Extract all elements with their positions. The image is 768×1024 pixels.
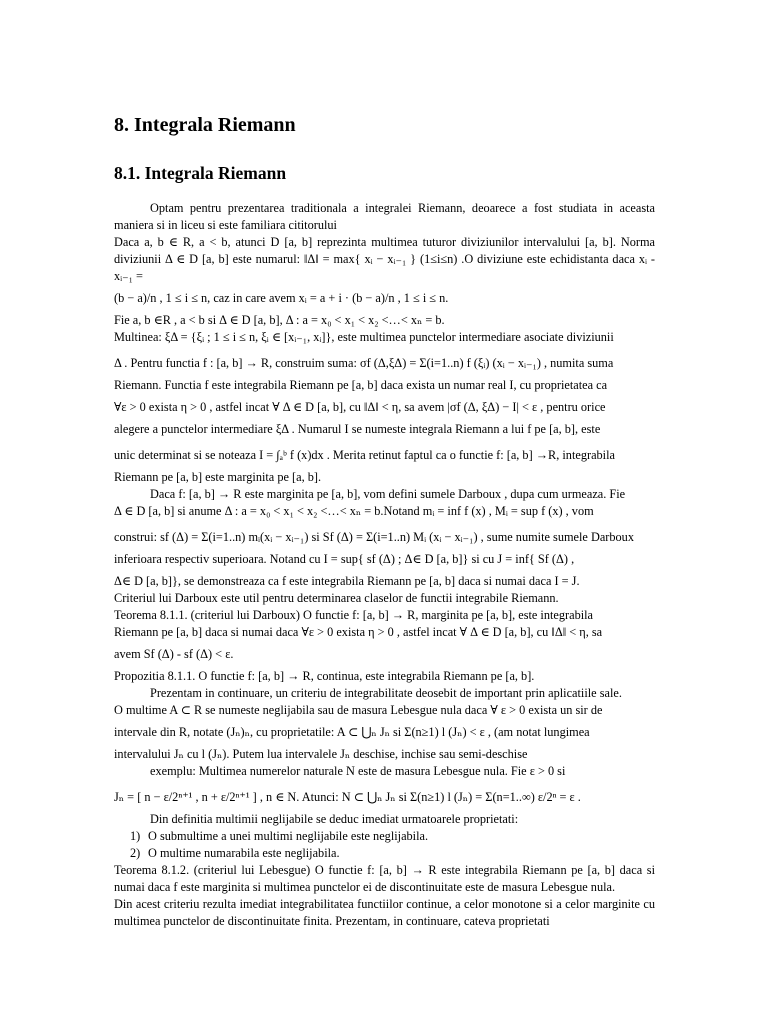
example-formula: Jₙ = [ n − ε/2ⁿ⁺¹ , n + ε/2ⁿ⁺¹ ] , n ∈ N. Atunci: N ⊂ ⋃ₙ Jₙ si Σ(n≥1) l (Jₙ) = Σ(n=1..∞) ε/2ⁿ = ε . — [114, 790, 581, 804]
riemann-integrable-def: Riemann. Functia f este integrabila Riemann pe [a, b] daca exista un numar real I, cu proprietatea ca — [114, 378, 608, 392]
division-definition: Fie a, b ∈R , a < b si Δ ∈ D [a, b], Δ : a = x₀ < x₁ < x₂ <…< xₙ = b. — [114, 313, 445, 327]
negligible-intervals: intervale din R, notate (Jₙ)ₙ, cu proprietatile: A ⊂ ⋃ₙ Jₙ si Σ(n≥1) l (Jₙ) < ε , (am notat lungimea — [114, 725, 590, 739]
proposition-8-1-1: Propozitia 8.1.1. O functie f: [a, b] → R, continua, este integrabila Riemann pe [a, b]. — [114, 669, 535, 683]
intermediate-points: Multinea: ξΔ = {ξᵢ ; 1 ≤ i ≤ n, ξᵢ ∈ [xᵢ₋₁, xᵢ]}, este multimea punctelor intermediare asociate diviziunii — [114, 330, 614, 344]
riemann-integral-name: alegere a punctelor intermediare ξΔ . Numarul I se numeste integrala Riemann a lui f pe [a, b], este — [114, 422, 601, 436]
list-item: 1) O submultime a unei multimi neglijabile este neglijabila. — [130, 829, 429, 843]
bounded-remark: Riemann pe [a, b] este marginita pe [a, b]. — [114, 470, 322, 484]
darboux-equality: Δ∈ D [a, b]}, se demonstreaza ca f este integrabila Riemann pe [a, b] daca si numai daca I = J. — [114, 574, 580, 588]
properties-intro: Din definitia multimii neglijabile se deduc imediat urmatoarele proprietati: — [150, 812, 519, 826]
theorem-8-1-2: Teorema 8.1.2. (criteriul lui Lebesgue) O functie f: [a, b] → R este integrabila Riemann pe [a, b] daca si numai daca f este marginita si multimea punctelor ei de discontinuitate este de masura Lebesgue nula. — [114, 863, 655, 894]
theorem-8-1-1-end: avem Sf (Δ) - sf (Δ) < ε. — [114, 647, 234, 661]
darboux-intro: Daca f: [a, b] → R este marginita pe [a, b], vom defini sumele Darboux , dupa cum urmeaza. Fie — [150, 487, 626, 501]
darboux-sums: construi: sf (Δ) = Σ(i=1..n) mᵢ(xᵢ − xᵢ₋₁) si Sf (Δ) = Σ(i=1..n) Mᵢ (xᵢ − xᵢ₋₁) , sume numite sumele Darboux — [114, 530, 634, 544]
equidistant-formula: (b − a)/n , 1 ≤ i ≤ n, caz in care avem xᵢ = a + i · (b − a)/n , 1 ≤ i ≤ n. — [114, 291, 449, 305]
theorem-8-1-1-cont: Riemann pe [a, b] daca si numai daca ∀ε > 0 exista η > 0 , astfel incat ∀ Δ ∈ D [a, b], cu ‖Δ‖ < η, sa — [114, 625, 603, 639]
riemann-sum: Δ . Pentru functia f : [a, b] → R, construim suma: σf (Δ,ξΔ) = Σ(i=1..n) f (ξᵢ) (xᵢ − xᵢ₋₁) , numita suma — [114, 356, 614, 370]
intro-paragraph: Optam pentru prezentarea traditionala a integralei Riemann, deoarece a fost studiata in aceasta maniera si in liceu si este familiara cititorului — [114, 201, 655, 232]
darboux-criterion-remark: Criteriul lui Darboux este util pentru determinarea claselor de functii integrabile Riemann. — [114, 591, 559, 605]
properties-list — [130, 828, 655, 862]
lebesgue-intro: Prezentam in continuare, un criteriu de integrabilitate deosebit de important prin aplicatiile sale. — [150, 686, 622, 700]
epsilon-condition: ∀ε > 0 exista η > 0 , astfel incat ∀ Δ ∈ D [a, b], cu ‖Δ‖ < η, sa avem |σf (Δ, ξΔ) − I| < ε , pentru orice — [114, 400, 606, 414]
norm-definition: Daca a, b ∈ R, a < b, atunci D [a, b] reprezinta multimea tuturor diviziunilor intervalului [a, b]. Norma diviziunii Δ ∈ D [a, b] este numarul: ‖Δ‖ = max{ xᵢ − xᵢ₋₁ } (1≤i≤n) .O diviziune este echidistanta daca xᵢ - xᵢ₋₁ = — [114, 235, 655, 283]
darboux-inf-sup: Δ ∈ D [a, b] si anume Δ : a = x₀ < x₁ < x₂ <…< xₙ = b.Notand mᵢ = inf f (x) , Mᵢ = sup f (x) , vom — [114, 504, 594, 518]
negligible-def: O multime A ⊂ R se numeste neglijabila sau de masura Lebesgue nula daca ∀ ε > 0 exista un sir de — [114, 703, 603, 717]
integral-notation: unic determinat si se noteaza I = ∫ₐᵇ f (x)dx . Merita retinut faptul ca o functie f: [a, b] →R, integrabila — [114, 448, 615, 462]
theorem-8-1-1: Teorema 8.1.1. (criteriul lui Darboux) O functie f: [a, b] → R, marginita pe [a, b], este integrabila — [114, 608, 594, 622]
list-item: 2) O multime numarabila este neglijabila. — [130, 846, 340, 860]
chapter-title: 8. Integrala Riemann — [114, 114, 296, 136]
closing-paragraph: Din acest criteriu rezulta imediat integrabilitatea functiilor continue, a celor monotone si a celor marginite cu multimea punctelor de discontinuitate finita. Prezentam, in continuare, cateva proprietati — [114, 897, 655, 928]
section-title: 8.1. Integrala Riemann — [114, 163, 287, 183]
darboux-names: inferioara respectiv superioara. Notand cu I = sup{ sf (Δ) ; Δ∈ D [a, b]} si cu J = inf{ Sf (Δ) , — [114, 552, 575, 566]
interval-length: intervalului Jₙ cu l (Jₙ). Putem lua intervalele Jₙ deschise, inchise sau semi-deschise — [114, 747, 528, 761]
example-heading: exemplu: Multimea numerelor naturale N este de masura Lebesgue nula. Fie ε > 0 si — [150, 764, 566, 778]
